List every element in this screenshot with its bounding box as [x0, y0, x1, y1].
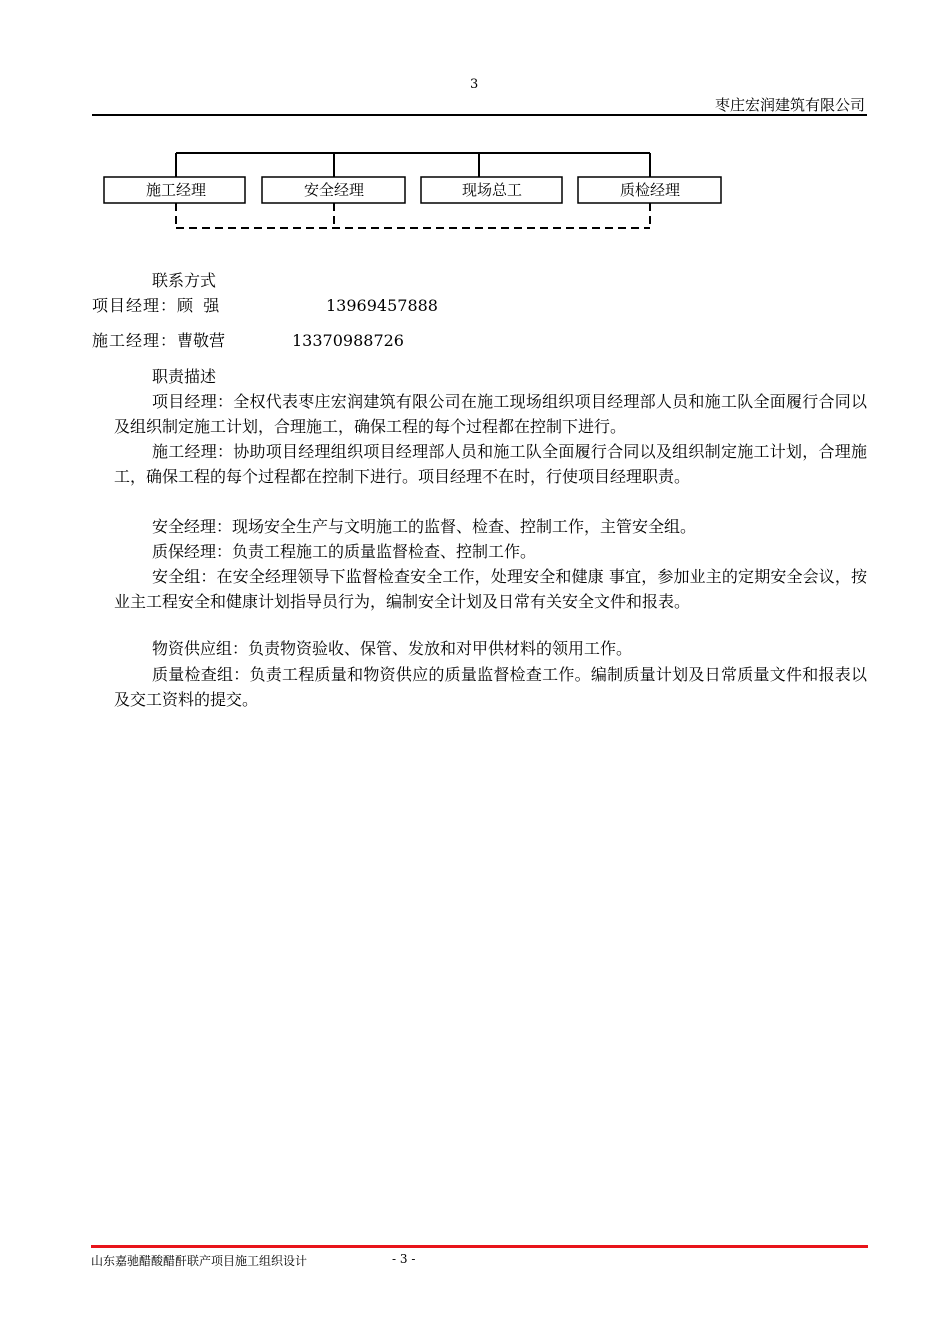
- footer-page-number: - 3 -: [392, 1252, 416, 1266]
- contact-row-project-manager: [92, 293, 219, 318]
- duty-paragraph-quality-manager: 质保经理：负责工程施工的质量监督检查、控制工作。: [152, 542, 537, 561]
- duty-paragraph-quality-inspection-team: 质量检查组：负责工程质量和物资供应的质量监督检查工作。编制质量计划及日常质量文件和报表以及交工资料的提交。: [114, 665, 867, 709]
- org-chart: [100, 150, 730, 235]
- org-box-label: 安全经理: [303, 181, 365, 199]
- contact-role: 项目经理：: [92, 296, 178, 315]
- contact-phone: 13370988726: [292, 331, 404, 350]
- contact-phone: 13969457888: [326, 296, 438, 315]
- contact-row-construction-manager: [92, 328, 225, 353]
- duty-paragraph-construction-manager: 施工经理：协助项目经理组织项目经理部人员和施工队全面履行合同以及组织制定施工计划，合理施工，确保工程的每个过程都在控制下进行。项目经理不在时，行使项目经理职责。: [114, 442, 867, 486]
- duty-paragraph-supply-team: 物资供应组：负责物资验收、保管、发放和对甲供材料的领用工作。: [152, 639, 633, 658]
- header-rule: [92, 114, 867, 116]
- company-name: 枣庄宏润建筑有限公司: [714, 96, 865, 114]
- duties-heading: 职责描述: [152, 367, 217, 386]
- org-connectors-dashed: [176, 203, 650, 228]
- footer-title: 山东嘉驰醋酸醋酐联产项目施工组织设计: [91, 1254, 308, 1268]
- contact-name: 顾 强: [177, 296, 220, 315]
- duty-paragraph-project-manager: 项目经理：全权代表枣庄宏润建筑有限公司在施工现场组织项目经理部人员和施工队全面履行合同以及组织制定施工计划，合理施工，确保工程的每个过程都在控制下进行。: [114, 392, 867, 436]
- contact-role: 施工经理：: [92, 331, 178, 350]
- page-number-top: 3: [470, 77, 479, 92]
- org-connectors-solid: [176, 153, 650, 177]
- footer-rule: [91, 1245, 868, 1248]
- duty-paragraph-safety-team: 安全组：在安全经理领导下监督检查安全工作，处理安全和健康 事宜，参加业主的定期安全会议，按业主工程安全和健康计划指导员行为，编制安全计划及日常有关安全文件和报表。: [114, 567, 867, 611]
- contact-name: 曹敬营: [177, 331, 226, 350]
- duty-paragraph-safety-manager: 安全经理：现场安全生产与文明施工的监督、检查、控制工作，主管安全组。: [152, 517, 697, 536]
- contact-heading: 联系方式: [152, 271, 217, 290]
- org-box-label: 施工经理: [145, 181, 207, 199]
- org-box-label: 现场总工: [461, 181, 523, 199]
- org-box-label: 质检经理: [619, 181, 681, 199]
